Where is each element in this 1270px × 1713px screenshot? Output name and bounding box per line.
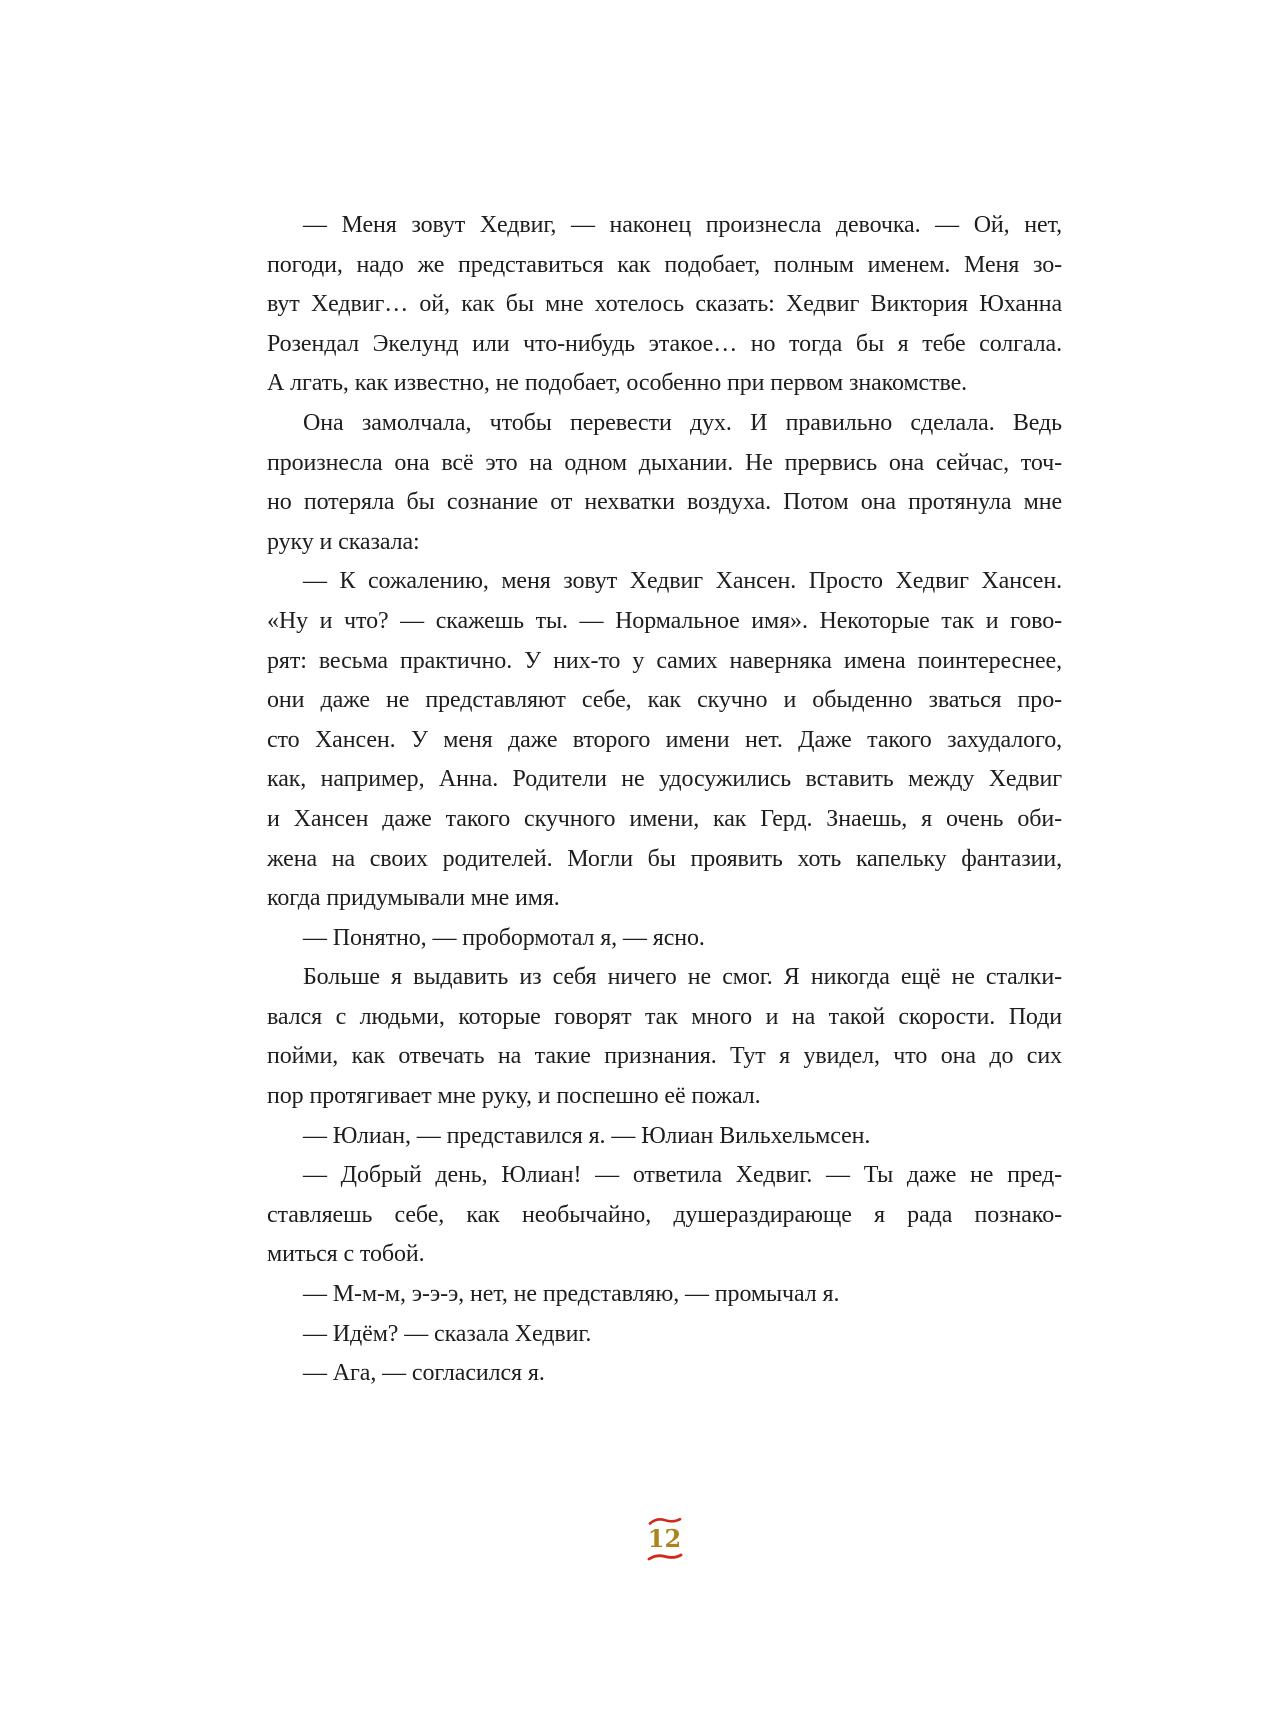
text-line: — М-м-м, э-э-э, нет, не представляю, — промычал я. xyxy=(303,1281,840,1308)
text-line: — Идём? — сказала Хедвиг. xyxy=(303,1320,592,1347)
page-footer xyxy=(267,1516,1062,1562)
text-line: Больше я выдавить из себя ничего не смог. Я никогда ещё не сталки- xyxy=(303,964,1062,991)
text-line: вут Хедвиг… ой, как бы мне хотелось сказать: Хедвиг Виктория Юханна xyxy=(267,291,1062,318)
text-line: вался с людьми, которые говорят так много и на такой скорости. Поди xyxy=(267,1003,1062,1030)
text-line: жена на своих родителей. Могли бы проявить хоть капельку фантазии, xyxy=(267,845,1062,872)
text-line: — Понятно, — пробормотал я, — ясно. xyxy=(303,924,705,951)
text-line: ставляешь себе, как необычайно, душераздирающе я рада познако- xyxy=(267,1201,1062,1228)
text-line: Розендал Экелунд или что-нибудь этакое… но тогда бы я тебе солгала. xyxy=(267,330,1062,357)
text-line: — Юлиан, — представился я. — Юлиан Вильхельмсен. xyxy=(303,1122,871,1149)
text-line: как, например, Анна. Родители не удосужились вставить между Хедвиг xyxy=(267,766,1062,793)
text-line: и Хансен даже такого скучного имени, как Герд. Знаешь, я очень оби- xyxy=(267,805,1062,832)
text-line: рят: весьма практично. У них-то у самих наверняка имена поинтереснее, xyxy=(267,647,1062,674)
text-line: пойми, как отвечать на такие признания. Тут я увидел, что она до сих xyxy=(267,1043,1062,1070)
text-line: — К сожалению, меня зовут Хедвиг Хансен. Просто Хедвиг Хансен. xyxy=(303,568,1062,595)
text-line: — Добрый день, Юлиан! — ответила Хедвиг. — Ты даже не пред- xyxy=(303,1162,1062,1189)
text-line: сто Хансен. У меня даже второго имени нет. Даже такого захудалого, xyxy=(267,726,1062,753)
text-line: руку и сказала: xyxy=(267,528,420,555)
text-line: но потеряла бы сознание от нехватки воздуха. Потом она протянула мне xyxy=(267,489,1062,516)
text-line: — Меня зовут Хедвиг, — наконец произнесла девочка. — Ой, нет, xyxy=(303,212,1062,238)
text-line: произнесла она всё это на одном дыхании. Не прервись она сейчас, точ- xyxy=(267,449,1062,476)
text-line: пор протягивает мне руку, и поспешно её пожал. xyxy=(267,1083,761,1110)
page-number: 12 xyxy=(647,1524,682,1553)
text-line: они даже не представляют себе, как скучно и обыденно зваться про- xyxy=(267,687,1062,714)
body-text xyxy=(267,206,1062,1394)
text-line: А лгать, как известно, не подобает, особенно при первом знакомстве. xyxy=(267,370,968,397)
text-line: погоди, надо же представиться как подобает, полным именем. Меня зо- xyxy=(267,251,1062,278)
text-line: когда придумывали мне имя. xyxy=(267,885,560,912)
bottom-swash-ornament-icon xyxy=(647,1552,683,1562)
text-line: «Ну и что? — скажешь ты. — Нормальное имя». Некоторые так и гово- xyxy=(267,607,1062,634)
text-line: — Ага, — согласился я. xyxy=(303,1360,545,1387)
text-line: Она замолчала, чтобы перевести дух. И правильно сделала. Ведь xyxy=(303,409,1062,436)
text-line: миться с тобой. xyxy=(267,1241,425,1268)
